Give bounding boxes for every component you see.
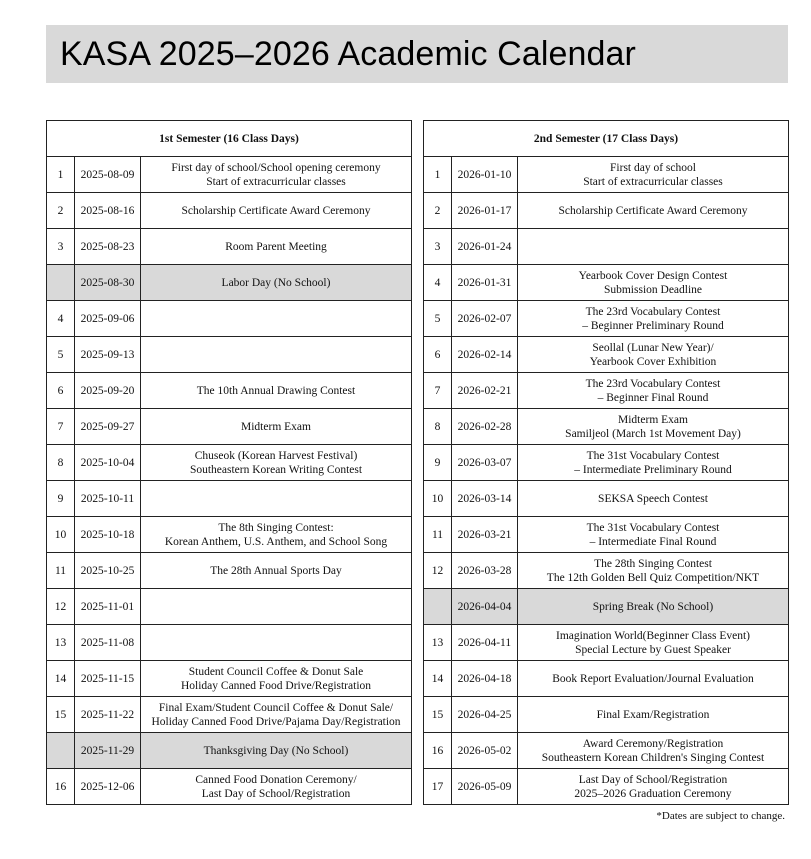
title-bar	[46, 25, 788, 83]
date-cell: 2025-10-25	[75, 553, 141, 589]
event-line: First day of school/School opening ceremony	[171, 161, 381, 174]
class-day-number: 5	[424, 301, 452, 337]
event-line: Student Council Coffee & Donut Sale	[188, 665, 364, 678]
event-cell	[141, 301, 412, 337]
class-day-number: 3	[424, 229, 452, 265]
event-line: The 28th Annual Sports Day	[210, 564, 342, 577]
event-line: Southeastern Korean Writing Contest	[189, 463, 363, 476]
date-cell: 2026-02-28	[452, 409, 518, 445]
event-cell	[141, 157, 412, 193]
event-cell	[141, 517, 412, 553]
class-day-number: 15	[424, 697, 452, 733]
class-day-number	[424, 589, 452, 625]
class-day-row	[424, 625, 789, 661]
class-day-number	[47, 733, 75, 769]
event-line: Last Day of School/Registration	[578, 773, 728, 786]
event-cell	[518, 697, 789, 733]
semester-header: 2nd Semester (17 Class Days)	[424, 121, 789, 157]
class-day-row	[424, 769, 789, 805]
event-cell	[141, 193, 412, 229]
class-day-row	[47, 445, 412, 481]
date-cell: 2026-03-21	[452, 517, 518, 553]
event-line: – Intermediate Final Round	[589, 535, 717, 548]
second-semester-rows	[424, 157, 789, 805]
event-line: Thanksgiving Day (No School)	[203, 744, 349, 757]
event-cell	[518, 625, 789, 661]
event-cell	[141, 445, 412, 481]
event-line: The 8th Singing Contest:	[218, 521, 334, 534]
class-day-number: 12	[424, 553, 452, 589]
date-cell: 2026-02-21	[452, 373, 518, 409]
event-cell	[141, 337, 412, 373]
event-cell	[141, 553, 412, 589]
event-line: Final Exam/Registration	[596, 708, 710, 721]
class-day-row	[424, 445, 789, 481]
date-cell: 2025-10-04	[75, 445, 141, 481]
event-line: SEKSA Speech Contest	[598, 492, 708, 505]
first-semester-table	[46, 120, 412, 805]
date-cell: 2026-01-24	[452, 229, 518, 265]
event-line: The 28th Singing Contest	[594, 557, 712, 570]
class-day-number: 1	[424, 157, 452, 193]
event-cell	[141, 661, 412, 697]
first-semester-rows	[47, 157, 412, 805]
class-day-row	[47, 625, 412, 661]
class-day-row	[47, 481, 412, 517]
class-day-row	[424, 301, 789, 337]
date-cell: 2026-04-25	[452, 697, 518, 733]
class-day-row	[424, 481, 789, 517]
event-line: – Beginner Preliminary Round	[582, 319, 724, 332]
date-cell: 2025-11-15	[75, 661, 141, 697]
event-cell	[518, 301, 789, 337]
event-cell	[518, 265, 789, 301]
class-day-row	[424, 697, 789, 733]
class-day-row	[47, 697, 412, 733]
date-cell: 2025-10-11	[75, 481, 141, 517]
second-semester-table	[423, 120, 789, 805]
event-cell	[518, 553, 789, 589]
date-cell: 2025-08-23	[75, 229, 141, 265]
date-cell: 2026-02-07	[452, 301, 518, 337]
class-day-number: 11	[424, 517, 452, 553]
event-cell	[141, 409, 412, 445]
date-cell: 2025-11-22	[75, 697, 141, 733]
event-line: The 23rd Vocabulary Contest	[585, 305, 721, 318]
class-day-row	[424, 337, 789, 373]
event-line: Scholarship Certificate Award Ceremony	[181, 204, 371, 217]
event-line: Samiljeol (March 1st Movement Day)	[565, 427, 741, 440]
event-line: Midterm Exam	[241, 420, 311, 433]
class-day-row	[47, 373, 412, 409]
date-cell: 2026-05-02	[452, 733, 518, 769]
class-day-number: 8	[47, 445, 75, 481]
date-cell: 2025-11-01	[75, 589, 141, 625]
class-day-row	[47, 769, 412, 805]
class-day-row	[47, 409, 412, 445]
class-day-number: 13	[47, 625, 75, 661]
semester-header: 1st Semester (16 Class Days)	[47, 121, 412, 157]
class-day-number: 13	[424, 625, 452, 661]
class-day-row	[47, 229, 412, 265]
date-cell: 2026-01-17	[452, 193, 518, 229]
event-cell	[141, 481, 412, 517]
class-day-row	[47, 193, 412, 229]
event-line: Seollal (Lunar New Year)/	[592, 341, 714, 354]
event-cell	[518, 661, 789, 697]
event-line: Southeastern Korean Children's Singing Contest	[541, 751, 765, 764]
holiday-row	[424, 589, 789, 625]
class-day-row	[47, 157, 412, 193]
class-day-number: 4	[424, 265, 452, 301]
class-day-number: 2	[424, 193, 452, 229]
class-day-row	[424, 733, 789, 769]
class-day-number: 7	[47, 409, 75, 445]
event-line: Start of extracurricular classes	[206, 175, 346, 188]
event-line: Last Day of School/Registration	[201, 787, 351, 800]
date-cell: 2025-10-18	[75, 517, 141, 553]
date-cell: 2025-09-06	[75, 301, 141, 337]
class-day-row	[424, 553, 789, 589]
date-cell: 2025-09-20	[75, 373, 141, 409]
event-line: The 31st Vocabulary Contest	[586, 449, 720, 462]
class-day-number: 9	[424, 445, 452, 481]
event-cell	[518, 373, 789, 409]
event-line: Midterm Exam	[618, 413, 688, 426]
date-cell: 2026-04-18	[452, 661, 518, 697]
event-line: Award Ceremony/Registration	[582, 737, 724, 750]
class-day-row	[424, 157, 789, 193]
event-line: Room Parent Meeting	[225, 240, 327, 253]
class-day-number: 14	[424, 661, 452, 697]
event-cell	[141, 229, 412, 265]
class-day-number: 10	[47, 517, 75, 553]
event-cell	[141, 265, 412, 301]
class-day-row	[47, 517, 412, 553]
date-cell: 2025-08-16	[75, 193, 141, 229]
date-cell: 2025-09-13	[75, 337, 141, 373]
class-day-row	[47, 589, 412, 625]
event-cell	[518, 589, 789, 625]
class-day-row	[424, 517, 789, 553]
event-cell	[141, 769, 412, 805]
event-line: Labor Day (No School)	[221, 276, 331, 289]
class-day-number	[47, 265, 75, 301]
class-day-number: 8	[424, 409, 452, 445]
class-day-row	[47, 661, 412, 697]
event-cell	[518, 337, 789, 373]
event-line: 2025–2026 Graduation Ceremony	[574, 787, 732, 800]
event-cell	[518, 445, 789, 481]
event-line: Holiday Canned Food Drive/Pajama Day/Registration	[151, 715, 401, 728]
class-day-row	[47, 337, 412, 373]
event-line: Special Lecture by Guest Speaker	[575, 643, 731, 656]
date-cell: 2026-03-28	[452, 553, 518, 589]
date-cell: 2025-11-29	[75, 733, 141, 769]
date-cell: 2025-11-08	[75, 625, 141, 661]
date-cell: 2025-08-30	[75, 265, 141, 301]
class-day-row	[424, 409, 789, 445]
date-cell: 2026-03-07	[452, 445, 518, 481]
event-line: Korean Anthem, U.S. Anthem, and School Song	[164, 535, 388, 548]
class-day-row	[424, 229, 789, 265]
class-day-number: 17	[424, 769, 452, 805]
class-day-number: 9	[47, 481, 75, 517]
date-cell: 2026-01-31	[452, 265, 518, 301]
date-cell: 2026-03-14	[452, 481, 518, 517]
event-line: Spring Break (No School)	[592, 600, 714, 613]
class-day-number: 11	[47, 553, 75, 589]
event-line: The 10th Annual Drawing Contest	[196, 384, 356, 397]
footnote: *Dates are subject to change.	[656, 810, 785, 822]
event-line: The 12th Golden Bell Quiz Competition/NKT	[546, 571, 760, 584]
event-line: Scholarship Certificate Award Ceremony	[558, 204, 748, 217]
event-cell	[141, 733, 412, 769]
class-day-number: 3	[47, 229, 75, 265]
event-cell	[141, 697, 412, 733]
class-day-number: 7	[424, 373, 452, 409]
event-cell	[518, 193, 789, 229]
class-day-row	[424, 661, 789, 697]
event-cell	[518, 769, 789, 805]
class-day-number: 10	[424, 481, 452, 517]
event-cell	[518, 229, 789, 265]
event-line: – Beginner Final Round	[597, 391, 709, 404]
class-day-number: 14	[47, 661, 75, 697]
class-day-row	[424, 265, 789, 301]
date-cell: 2026-05-09	[452, 769, 518, 805]
class-day-number: 16	[424, 733, 452, 769]
event-line: Submission Deadline	[603, 283, 703, 296]
event-line: Yearbook Cover Exhibition	[589, 355, 717, 368]
class-day-number: 2	[47, 193, 75, 229]
date-cell: 2025-09-27	[75, 409, 141, 445]
date-cell: 2026-04-04	[452, 589, 518, 625]
event-line: Book Report Evaluation/Journal Evaluation	[552, 672, 754, 685]
event-line: Start of extracurricular classes	[583, 175, 723, 188]
event-line: Final Exam/Student Council Coffee & Donut Sale/	[158, 701, 394, 714]
date-cell: 2025-12-06	[75, 769, 141, 805]
class-day-number: 5	[47, 337, 75, 373]
date-cell: 2026-01-10	[452, 157, 518, 193]
event-cell	[518, 157, 789, 193]
event-line: Imagination World(Beginner Class Event)	[555, 629, 750, 642]
event-line: The 23rd Vocabulary Contest	[585, 377, 721, 390]
class-day-number: 6	[424, 337, 452, 373]
event-cell	[518, 409, 789, 445]
date-cell: 2025-08-09	[75, 157, 141, 193]
event-line: The 31st Vocabulary Contest	[586, 521, 720, 534]
holiday-row	[47, 733, 412, 769]
class-day-number: 6	[47, 373, 75, 409]
date-cell: 2026-04-11	[452, 625, 518, 661]
page-title: KASA 2025–2026 Academic Calendar	[60, 34, 636, 73]
event-line: Yearbook Cover Design Contest	[578, 269, 728, 282]
class-day-row	[47, 301, 412, 337]
date-cell: 2026-02-14	[452, 337, 518, 373]
class-day-row	[424, 373, 789, 409]
class-day-number: 16	[47, 769, 75, 805]
event-cell	[518, 733, 789, 769]
event-line: Holiday Canned Food Drive/Registration	[180, 679, 372, 692]
event-cell	[141, 589, 412, 625]
event-line: – Intermediate Preliminary Round	[574, 463, 732, 476]
class-day-number: 15	[47, 697, 75, 733]
event-line: First day of school	[610, 161, 696, 174]
event-line: Canned Food Donation Ceremony/	[195, 773, 357, 786]
event-cell	[141, 373, 412, 409]
event-cell	[141, 625, 412, 661]
class-day-number: 12	[47, 589, 75, 625]
holiday-row	[47, 265, 412, 301]
class-day-row	[47, 553, 412, 589]
class-day-number: 1	[47, 157, 75, 193]
event-cell	[518, 517, 789, 553]
event-line: Chuseok (Korean Harvest Festival)	[194, 449, 358, 462]
class-day-number: 4	[47, 301, 75, 337]
event-cell	[518, 481, 789, 517]
class-day-row	[424, 193, 789, 229]
